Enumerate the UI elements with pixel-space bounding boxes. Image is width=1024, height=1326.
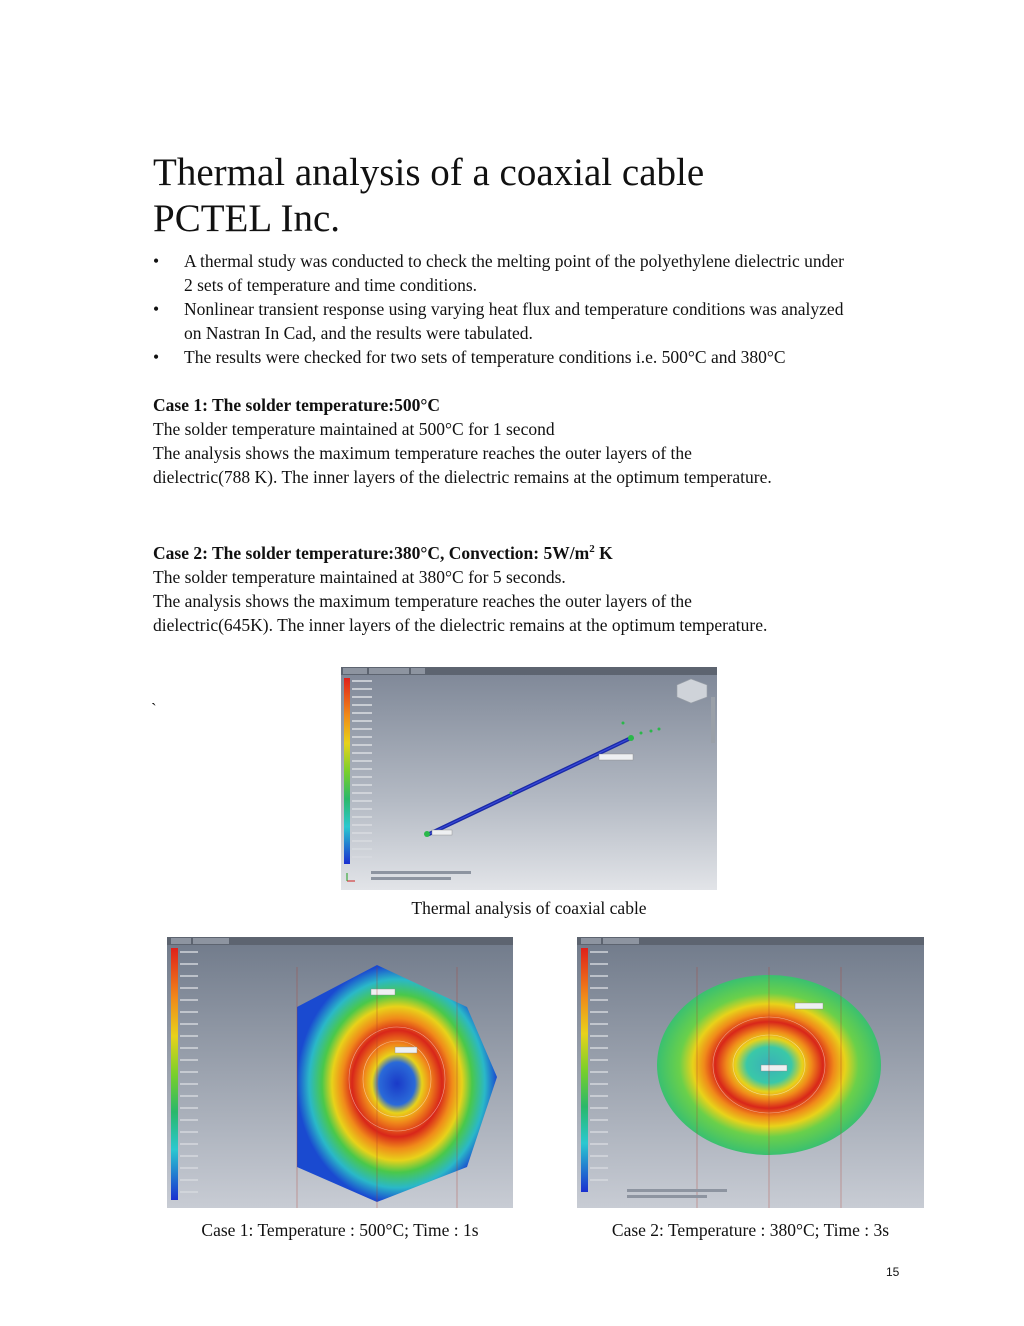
- case1-section: [153, 393, 853, 489]
- title-line-1: Thermal analysis of a coaxial cable: [153, 151, 705, 194]
- bullet-item: • A thermal study was conducted to check the melting point of the polyethylene dielectric under 2 sets of temperature and time conditions.: [153, 251, 844, 295]
- case2-thermal-image: [577, 937, 924, 1208]
- case2-section: [153, 537, 853, 637]
- bullet-item: • Nonlinear transient response using varying heat flux and temperature conditions was analyzed on Nastran In Cad, and the results were tabulated.: [153, 299, 844, 343]
- case1-line2: The analysis shows the maximum temperature reaches the outer layers of the dielectric(788 K). The inner layers of the dielectric remains at the optimum temperature.: [153, 443, 772, 487]
- main-figure-caption: Thermal analysis of coaxial cable: [411, 898, 647, 918]
- page-title: [153, 150, 704, 242]
- case1-heading: Case 1: The solder temperature:500°C: [153, 395, 440, 415]
- page-number: 15: [886, 1265, 900, 1279]
- stray-mark: `: [151, 700, 157, 719]
- case2-line1: The solder temperature maintained at 380°C for 5 seconds.: [153, 566, 566, 587]
- cable-simulation-image: [341, 667, 717, 890]
- case2-line2: The analysis shows the maximum temperature reaches the outer layers of the dielectric(645K). The inner layers of the dielectric remains at the optimum temperature.: [153, 590, 768, 635]
- bullet-item: • The results were checked for two sets of temperature conditions i.e. 500°C and 380°C: [153, 347, 786, 367]
- case2-heading: Case 2: The solder temperature:380°C, Convection: $5W/m^2$ K: [153, 542, 613, 563]
- case1-thermal-image: [167, 937, 513, 1208]
- bullet-list: [153, 249, 853, 369]
- case1-figure-caption: Case 1: Temperature : 500°C; Time : 1s: [201, 1220, 479, 1240]
- title-line-2: PCTEL Inc.: [153, 197, 341, 240]
- case1-line1: The solder temperature maintained at 500°C for 1 second: [153, 419, 555, 439]
- case2-figure-caption: Case 2: Temperature : 380°C; Time : 3s: [611, 1220, 890, 1240]
